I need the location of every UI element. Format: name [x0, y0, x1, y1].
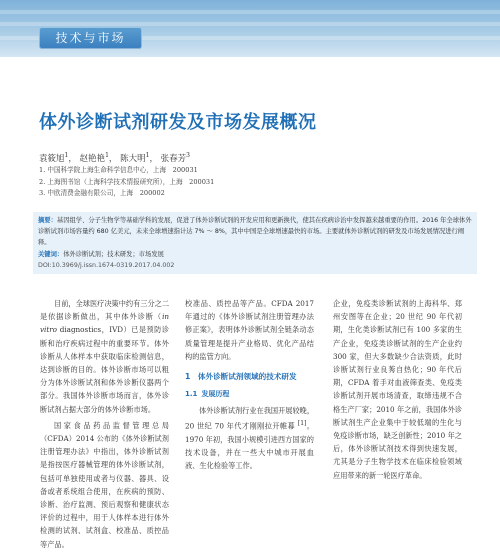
author-aff: 1: [145, 152, 150, 160]
banner-stripe: [0, 10, 500, 14]
italic-term: in vitro: [40, 312, 169, 335]
paragraph: 企业，免疫类诊断试剂的上海科华、郑州安图等在企业；20 世纪 90 年代初期，生化类诊断试剂已有 100 多家的生产企业，免疫类诊断试剂的生产企业约 300 家，但大多数缺少合法资质，此时诊断试剂行业良莠自热化；90 年代后期，CFDA 着手对血液筛查类、免疫类诊断试剂开展市场清查，取缔违规不合格生产厂家；2010 年之前，我国体外诊断试剂生产企业集中于较低端的生化与免疫诊断市场，缺乏创新性；2010 年之后，体外诊断试剂技术得到快速发展，尤其是分子生物学技术在临床检验领域应用带来的新一轮医疗革命。: [333, 299, 462, 480]
keywords: [38, 249, 472, 260]
paragraph: 国家食品药品监督管理总局（CFDA）2014 公布的《体外诊断试剂注册管理办法》中指出，体外诊断试剂是指按医疗器械管理的体外诊断试剂，包括可单独使用或者与仪器、器具、设备或者系统组合使用，在疾病的预防、诊断、治疗监测、预后观察和健康状态评价的过程中，用于人体样本进行体外检测的试剂、试剂盒、校准品、质控品等产品。: [40, 420, 169, 549]
banner-stripe: [0, 22, 500, 26]
paragraph: [40, 297, 169, 416]
subsection-heading: [185, 388, 314, 401]
body-column-3: [333, 297, 462, 485]
subsection-number: 1.1: [185, 390, 198, 399]
citation-ref: [1]: [297, 420, 307, 428]
abstract-text: 基因组学、分子生物学等基础学科的发展，促进了体外诊断试剂的开发应用和更新换代，使其在疾病诊治中发挥越来越重要的作用。2016 年全球体外诊断试剂市场容量约 680 亿美元，未来全球增速指计达 7% ～ 8%，其中中国是全球增速最快的市场。主要就体外诊断试剂的研发及市场发展情况进行阐释。: [38, 217, 472, 247]
author-name: 张春芳: [160, 154, 187, 164]
affiliations: [39, 165, 214, 200]
keywords-text: 体外诊断试剂；技术研发；市场发展: [63, 250, 164, 258]
section-heading: 1 体外诊断试剂领域的技术研发: [185, 372, 297, 382]
abstract: [38, 215, 472, 249]
body-column-2: [185, 297, 314, 476]
text-run: 。1970 年初，我国小规模引进西方国家的技术设备，并在一些大中城市开展血液、生化检验等工作。: [185, 421, 314, 471]
abstract-box: [33, 212, 477, 274]
text-run: diagnostics，IVD）已是预防诊断和治疗疾病过程中的重要环节。体外诊断从人体样本中获取临床检测信息，达到诊断的目的。体外诊断市场可以粗分为体外诊断试剂和体外诊断仪器两个部分。我国体外诊断市场而言，体外诊断试剂占据大部分的体外诊断市场。: [40, 325, 169, 414]
keywords-label: 关键词：: [38, 250, 64, 258]
body-column-1: [40, 297, 169, 554]
header-banner: [0, 0, 500, 57]
author-aff: 1: [105, 152, 109, 160]
doi: DOI:10.3969/j.issn.1674-0319.2017.04.002: [38, 261, 175, 269]
paragraph: [185, 404, 314, 472]
paragraph: 校准品、质控品等产品。CFDA 2017 年通过的《体外诊断试剂注册管理办法修正案》，表明体外诊断试剂全链条动态质量管理是提升产业格局、优化产品结构的监管方向。: [185, 299, 314, 361]
author-line: 袁筱旭$^1$， 赵艳艳$^1$， 陈大明$^1$， 张春芳$^3$: [39, 152, 190, 164]
affiliation: 3. 中欧清费金融有限公司，上海 200002: [39, 189, 165, 197]
article-title: 体外诊断试剂研发及市场发展概况: [39, 112, 317, 133]
abstract-label: 摘要：: [38, 217, 57, 224]
section-tag: 技术与市场: [39, 27, 142, 49]
author-name: 袁筱旭: [39, 154, 65, 164]
text-run: 目前，全球医疗决策中约有三分之二是依据诊断做出，其中体外诊断（: [40, 299, 170, 322]
text-run: 体外诊断试剂行业在我国开展较晚，20 世纪 70 年代才刚刚拉开帷幕: [185, 406, 315, 431]
affiliation: 1. 中国科学院上海生命科学信息中心，上海 200031: [39, 166, 198, 174]
author-name: 陈大明: [120, 154, 146, 164]
affiliation: 2. 上海图书馆（上海科学技术情报研究所），上海 200031: [39, 177, 215, 186]
author-aff: 3: [186, 152, 190, 160]
author-aff: 1: [64, 152, 69, 160]
author-name: 赵艳艳: [79, 154, 106, 164]
subsection-title: 发展历程: [201, 390, 230, 399]
